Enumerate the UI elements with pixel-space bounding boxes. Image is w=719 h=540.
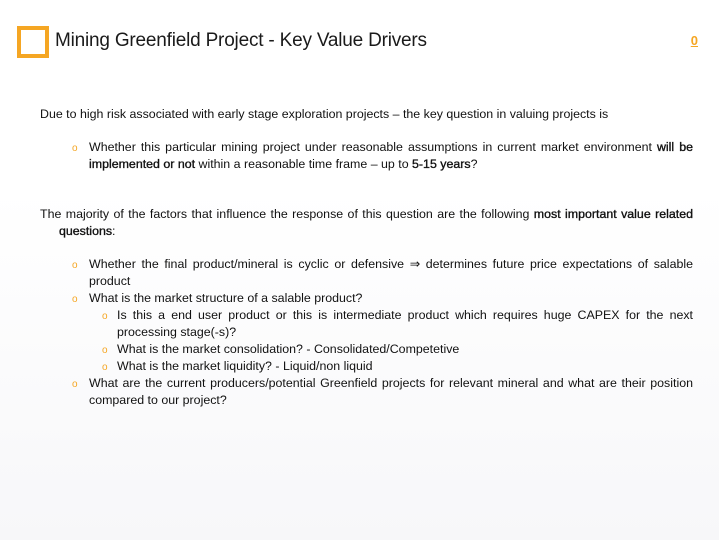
bullet-icon: o bbox=[72, 143, 78, 154]
emphasis-text: will be implemented or not bbox=[89, 140, 693, 171]
list-item: o Whether the final product/mineral is cyclic or defensive ⇒ determines future price expectations of salable product bbox=[72, 257, 693, 288]
intro-paragraph: Due to high risk associated with early stage exploration projects – the key question in valuing projects is bbox=[40, 107, 609, 121]
sub-list-item: o What is the market liquidity? - Liquid/non liquid bbox=[40, 358, 693, 375]
bullet-icon: o bbox=[102, 345, 108, 356]
page-title: Mining Greenfield Project - Key Value Drivers bbox=[55, 30, 427, 51]
bullet-icon: o bbox=[72, 379, 78, 390]
list-item: o What are the current producers/potential Greenfield projects for relevant mineral and what are their position compared to our project? bbox=[72, 376, 693, 407]
bullet-icon: o bbox=[72, 260, 78, 271]
bullet-icon: o bbox=[102, 311, 108, 322]
list-item: o Whether this particular mining project under reasonable assumptions in current market environment will be implemented or not within a reasonable time frame – up to 5-15 years? bbox=[72, 140, 693, 171]
factors-paragraph: The majority of the factors that influence the response of this question are the following most important value related questions: bbox=[40, 207, 693, 238]
emphasis-text: 5-15 years bbox=[412, 157, 471, 171]
list-item: o What is the market structure of a salable product? bbox=[40, 290, 693, 307]
logo-square-icon bbox=[17, 26, 49, 58]
question-list bbox=[40, 139, 693, 173]
page-number-link[interactable]: 0 bbox=[690, 33, 698, 48]
sub-list-item: o Is this a end user product or this is intermediate product which requires huge CAPEX for the next processing stage(-s)? bbox=[102, 308, 693, 339]
slide-content bbox=[40, 106, 693, 409]
bullet-icon: o bbox=[72, 294, 78, 305]
bullet-icon: o bbox=[102, 362, 108, 373]
emphasis-text: most important value related questions bbox=[59, 207, 693, 238]
implies-arrow-icon: ⇒ bbox=[409, 257, 421, 271]
sub-list-item: o What is the market consolidation? - Consolidated/Competetive bbox=[40, 341, 693, 358]
factors-list bbox=[40, 256, 693, 409]
